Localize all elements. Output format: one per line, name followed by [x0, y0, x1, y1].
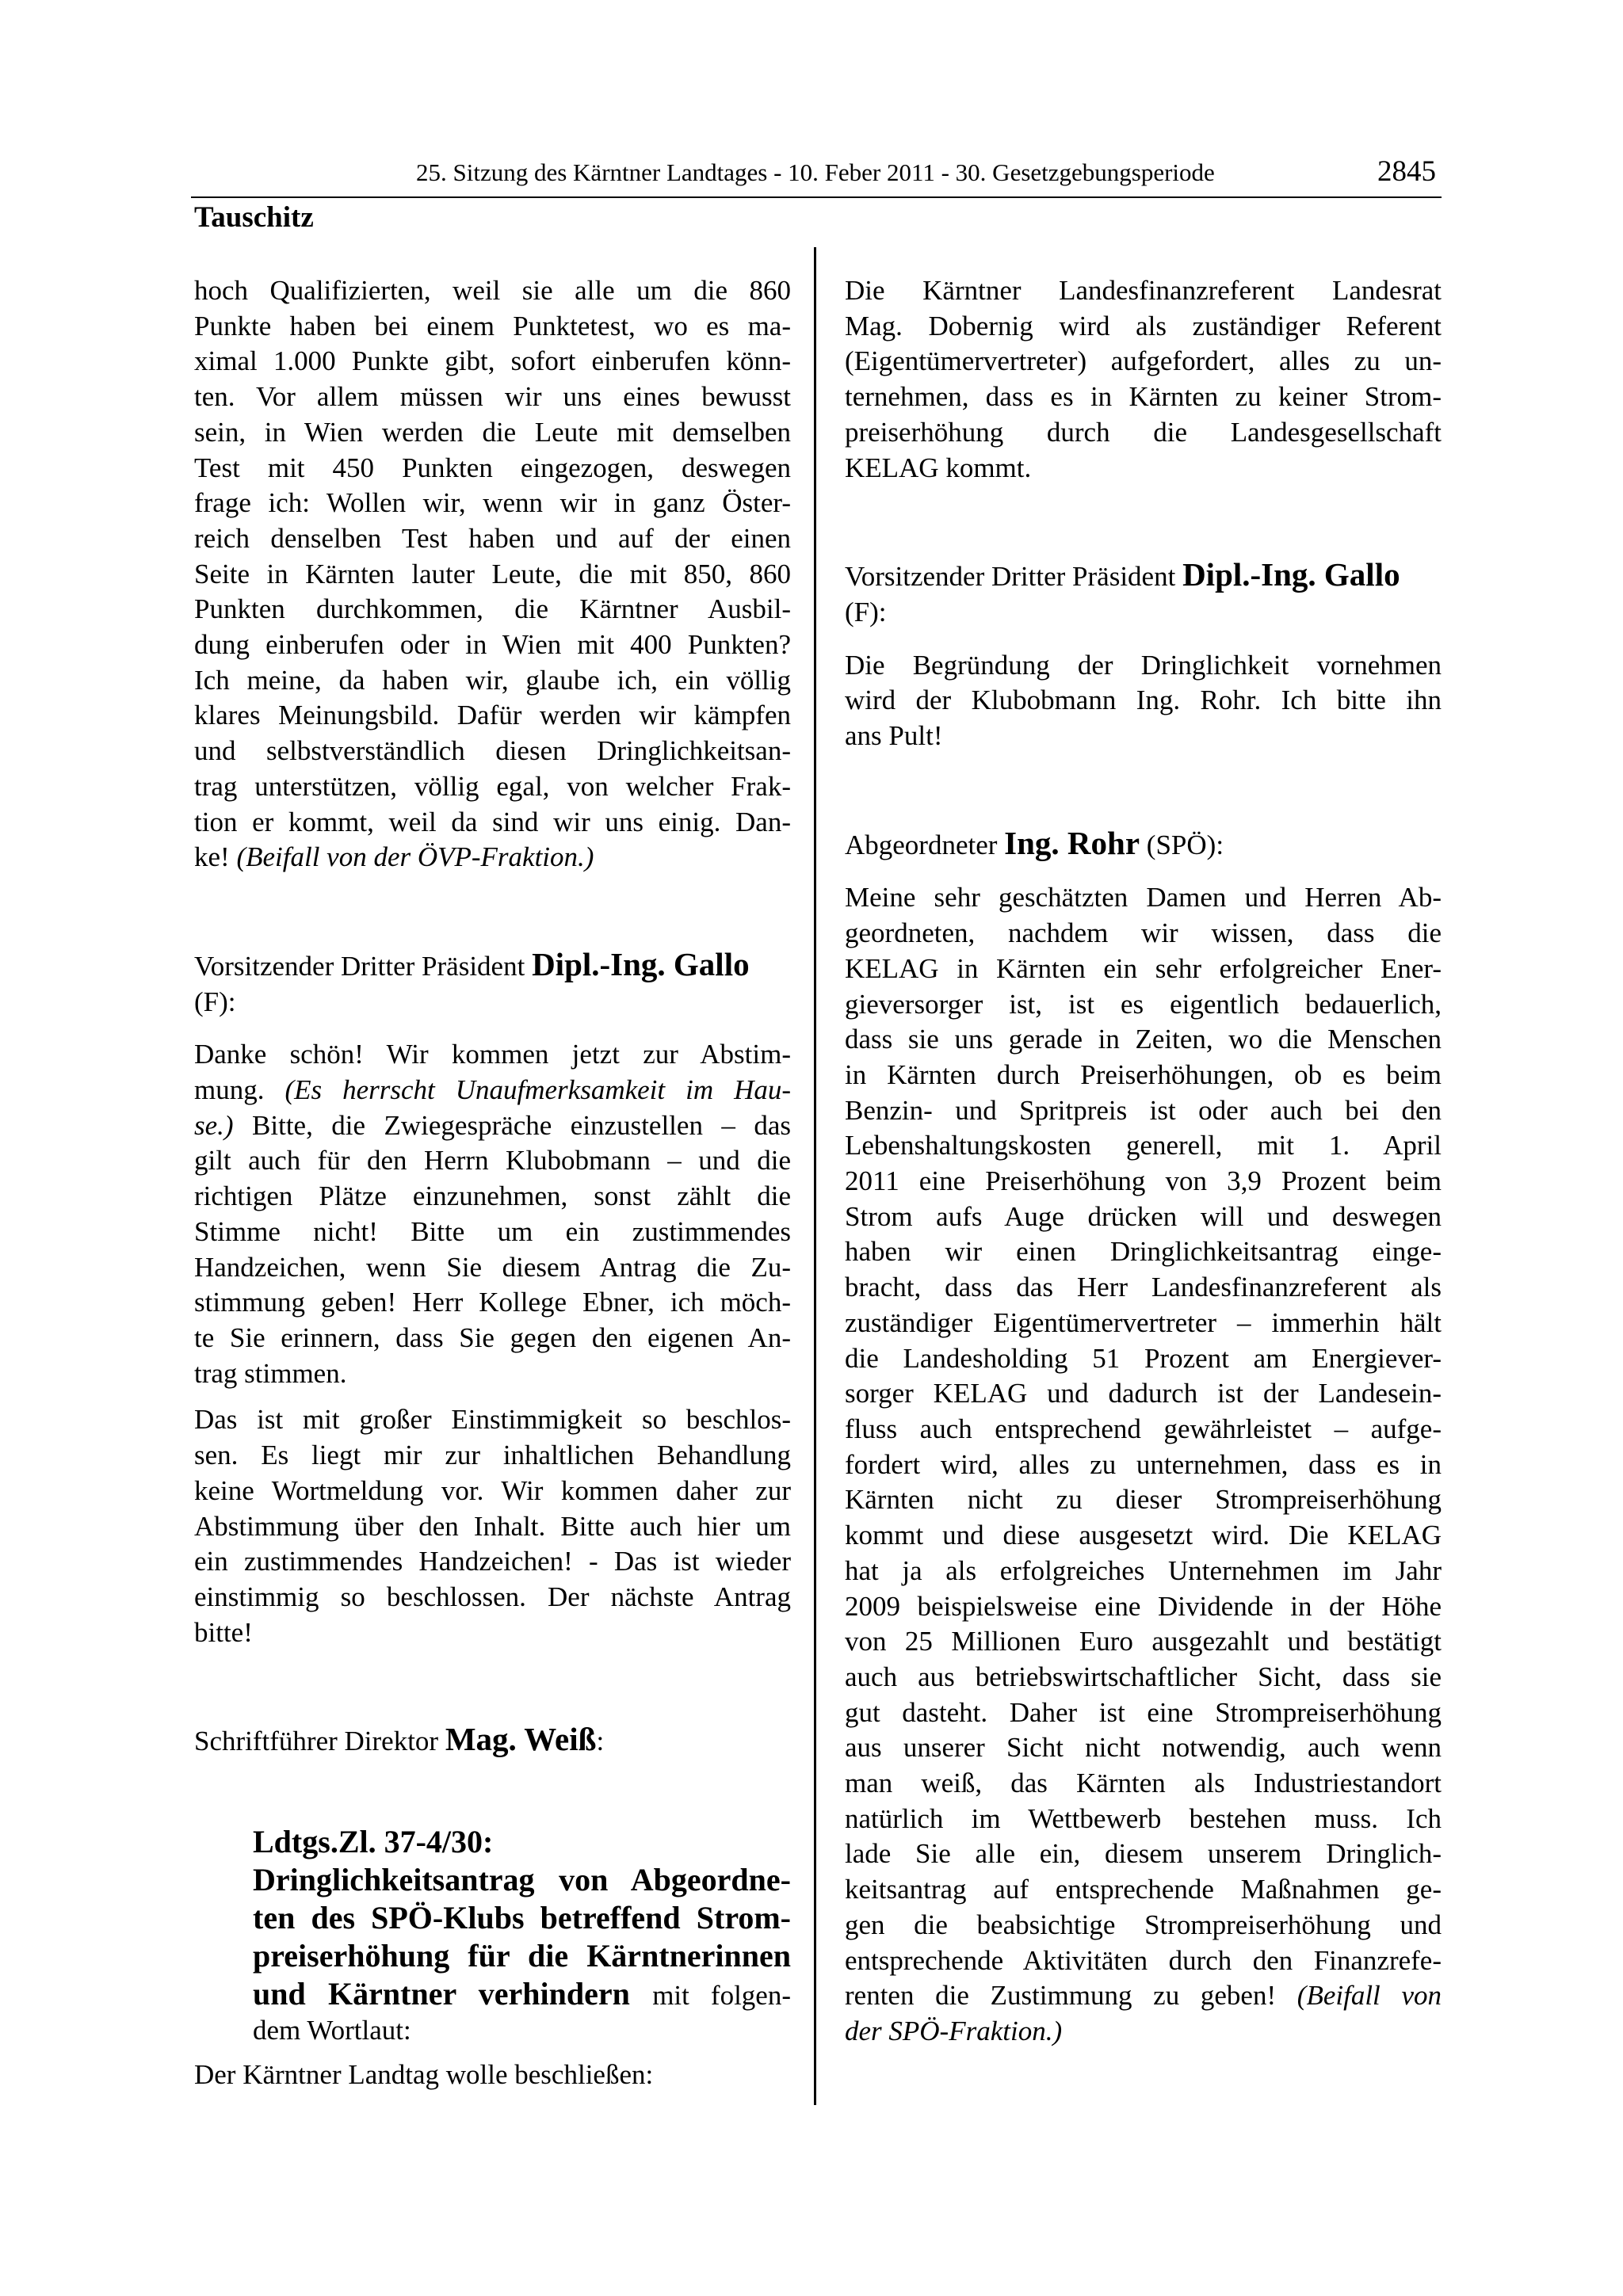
text-line: ternehmen, dass es in Kärnten zu keiner Strom- [845, 381, 1442, 413]
text-line: Das ist mit großer Einstimmigkeit so beschlos- [194, 1404, 791, 1436]
text-line: bitte! [194, 1616, 253, 1648]
text-line: fordert wird, alles zu unternehmen, dass es in [845, 1448, 1442, 1480]
text-line: aus unserer Sicht nicht notwendig, auch wenn [845, 1732, 1442, 1764]
text-line: richtigen Plätze einzunehmen, sonst zählt die [194, 1180, 791, 1212]
applause-note: (Beifall von der ÖVP-Fraktion.) [236, 841, 594, 873]
text-line: te Sie erinnern, dass Sie gegen den eigenen An- [194, 1322, 791, 1353]
text-line [194, 840, 791, 875]
text-line [253, 1975, 791, 2015]
text-line: Test mit 450 Punkten eingezogen, deswegen [194, 452, 791, 483]
speaker-role: Abgeordneter [845, 829, 998, 860]
text-line: tion er kommt, weil da sind wir uns einig. Dan- [194, 806, 791, 837]
left-paragraph-1 [194, 273, 791, 875]
resolution-intro: Der Kärntner Landtag wolle beschließen: [194, 2059, 654, 2091]
text-line: entsprechende Aktivitäten durch den Finanzrefe- [845, 1944, 1442, 1976]
speaker-role: Schriftführer Direktor [194, 1726, 439, 1757]
text-line: reich denselben Test haben und auf der einen [194, 522, 791, 554]
text-run: renten die Zustimmung zu geben! [845, 1980, 1277, 2012]
speaker-name: Ing. Rohr [1004, 824, 1140, 861]
text-line: ten. Vor allem müssen wir uns eines bewusst [194, 381, 791, 413]
text-line: dass sie uns gerade in Zeiten, wo die Menschen [845, 1024, 1442, 1055]
text-line: fluss auch entsprechend gewährleistet – aufge- [845, 1413, 1442, 1444]
column-divider [814, 247, 816, 2105]
text-line: zuständiger Eigentümervertreter – immerhin hält [845, 1306, 1442, 1338]
text-run: Bitte, die Zwiegespräche einzustellen – das [252, 1109, 792, 1141]
speaker-name: Dipl.-Ing. Gallo [1182, 556, 1400, 593]
text-line [194, 1073, 791, 1108]
text-line: Benzin- und Spritpreis ist oder auch bei den [845, 1094, 1442, 1126]
speaker-party: (F): [194, 986, 236, 1017]
text-line: sen. Es liegt mir zur inhaltlichen Behandlung [194, 1440, 791, 1471]
text-line: Kärnten nicht zu dieser Strompreiserhöhung [845, 1484, 1442, 1516]
text-line: ten des SPÖ-Klubs betreffend Strom- [253, 1900, 791, 1936]
speaker-name: Mag. Weiß [445, 1721, 597, 1758]
stage-note: (Es herrscht Unaufmerksamkeit im Hau- [285, 1074, 792, 1106]
text-line: Strom aufs Auge drücken will und deswegen [845, 1200, 1442, 1232]
text-line: Stimme nicht! Bitte um ein zustimmendes [194, 1215, 791, 1247]
text-line: 2009 beispielsweise eine Dividende in der Höhe [845, 1590, 1442, 1622]
text-line: die Landesholding 51 Prozent am Energiever- [845, 1342, 1442, 1374]
text-line: Danke schön! Wir kommen jetzt zur Abstim- [194, 1039, 791, 1070]
speaker-role: Vorsitzender Dritter Präsident [194, 950, 525, 982]
speaker-party: (SPÖ): [1146, 829, 1224, 860]
text-line: Die Kärntner Landesfinanzreferent Landesrat [845, 275, 1442, 306]
left-paragraph-2 [194, 1037, 791, 1391]
text-line: (Eigentümervertreter) aufgefordert, alles zu un- [845, 345, 1442, 377]
text-line: KELAG kommt. [845, 452, 1032, 483]
speaker-role: Vorsitzender Dritter Präsident [845, 561, 1176, 593]
motion-title [253, 1823, 791, 2046]
text-line: Punkte haben bei einem Punktetest, wo es ma- [194, 310, 791, 341]
speaker-name: Dipl.-Ing. Gallo [532, 945, 750, 982]
stage-note: se.) [194, 1109, 234, 1141]
text-line: natürlich im Wettbewerb bestehen muss. Ich [845, 1802, 1442, 1834]
running-speaker-name: Tauschitz [194, 201, 314, 234]
text-line: auch aus betriebswirtschaftlicher Sicht, dass sie [845, 1661, 1442, 1692]
speaker-heading [194, 1722, 791, 1760]
left-column [194, 273, 791, 2093]
text-line: und selbstverständlich diesen Dringlichkeitsan- [194, 735, 791, 767]
text-line: Punkten durchkommen, die Kärntner Ausbil- [194, 593, 791, 625]
text-line: stimmung geben! Herr Kollege Ebner, ich möch- [194, 1287, 791, 1318]
text-run: und Kärntner verhindern [253, 1976, 630, 2012]
text-line: wird der Klubobmann Ing. Rohr. Ich bitte ihn [845, 685, 1442, 716]
right-column [845, 273, 1442, 2050]
text-line: bracht, dass das Herr Landesfinanzreferent als [845, 1272, 1442, 1303]
speaker-heading [194, 947, 791, 985]
text-line: ans Pult! [845, 720, 943, 752]
text-line: kommt und diese ausgesetzt wird. Die KELAG [845, 1520, 1442, 1551]
text-line: trag unterstützen, völlig egal, von welcher Frak- [194, 770, 791, 802]
text-line: Handzeichen, wenn Sie diesem Antrag die Zu- [194, 1251, 791, 1283]
text-line: hat ja als erfolgreiches Unternehmen im Jahr [845, 1554, 1442, 1586]
header-rule [191, 196, 1442, 198]
text-line: ein zustimmendes Handzeichen! - Das ist wieder [194, 1546, 791, 1577]
text-line: gen die beabsichtige Strompreiserhöhung und [845, 1909, 1442, 1940]
text-line: von 25 Millionen Euro ausgezahlt und bestätigt [845, 1626, 1442, 1657]
text-line: Lebenshaltungskosten generell, mit 1. April [845, 1130, 1442, 1161]
text-run: mung. [194, 1074, 265, 1106]
text-line: KELAG in Kärnten ein sehr erfolgreicher Ener- [845, 952, 1442, 984]
applause-note: (Beifall von [1296, 1980, 1442, 2012]
text-line: dung einberufen oder in Wien mit 400 Punkten? [194, 629, 791, 661]
text-line: man weiß, das Kärnten als Industriestandort [845, 1768, 1442, 1799]
text-line: frage ich: Wollen wir, wenn wir in ganz Öster- [194, 487, 791, 519]
speaker-heading [845, 826, 1442, 864]
text-line: geordneten, nachdem wir wissen, dass die [845, 917, 1442, 949]
text-line: einstimmig so beschlossen. Der nächste Antrag [194, 1581, 791, 1612]
text-line: in Kärnten durch Preiserhöhungen, ob es beim [845, 1058, 1442, 1090]
text-line: Mag. Dobernig wird als zuständiger Referent [845, 310, 1442, 341]
text-line [845, 2014, 1442, 2050]
text-line: 2011 eine Preiserhöhung von 3,9 Prozent beim [845, 1165, 1442, 1197]
text-line: trag stimmen. [194, 1357, 347, 1389]
text-line: sorger KELAG und dadurch ist der Landesein- [845, 1378, 1442, 1409]
right-paragraph-3 [845, 880, 1442, 2049]
text-line: preiserhöhung durch die Landesgesellschaft [845, 416, 1442, 448]
text-line: hoch Qualifizierten, weil sie alle um die 860 [194, 275, 791, 306]
left-paragraph-3 [194, 1402, 791, 1650]
speaker-heading [845, 557, 1442, 595]
text-line: gut dasteht. Daher ist eine Strompreiserhöhung [845, 1696, 1442, 1728]
page-number: 2845 [1377, 155, 1436, 188]
text-line: ximal 1.000 Punkte gibt, sofort einberufen könn- [194, 345, 791, 377]
text-line: Dringlichkeitsantrag von Abgeordne- [253, 1862, 791, 1898]
text-line: sein, in Wien werden die Leute mit demselben [194, 416, 791, 448]
text-line: haben wir einen Dringlichkeitsantrag einge- [845, 1236, 1442, 1268]
right-paragraph-2 [845, 648, 1442, 754]
text-line: preiserhöhung für die Kärntnerinnen [253, 1938, 791, 1974]
speaker-party: (F): [845, 596, 887, 627]
text-line: Abstimmung über den Inhalt. Bitte auch hier um [194, 1510, 791, 1542]
text-line: Die Begründung der Dringlichkeit vornehmen [845, 649, 1442, 681]
text-line: gilt auch für den Herrn Klubobmann – und die [194, 1145, 791, 1177]
session-header: 25. Sitzung des Kärntner Landtages - 10. Feber 2011 - 30. Gesetzgebungsperiode [416, 158, 1215, 186]
text-line: keitsantrag auf entsprechende Maßnahmen ge- [845, 1874, 1442, 1905]
text-line: Meine sehr geschätzten Damen und Herren Ab- [845, 882, 1442, 913]
text-line: keine Wortmeldung vor. Wir kommen daher zur [194, 1474, 791, 1506]
text-line: dem Wortlaut: [253, 2015, 411, 2046]
text-line: Seite in Kärnten lauter Leute, die mit 850, 860 [194, 558, 791, 589]
text-line: klares Meinungsbild. Dafür werden wir kämpfen [194, 700, 791, 731]
right-paragraph-1 [845, 273, 1442, 486]
text-run: ke! [194, 841, 230, 873]
applause-note: der SPÖ-Fraktion.) [845, 2015, 1063, 2046]
text-line: Ich meine, da haben wir, glaube ich, ein völlig [194, 664, 791, 696]
text-line [194, 1108, 791, 1144]
text-run: mit folgen- [652, 1980, 791, 2012]
text-line [845, 1978, 1442, 2014]
text-run: : [596, 1726, 605, 1757]
motion-number: Ldtgs.Zl. 37-4/30: [253, 1824, 494, 1860]
text-line: gieversorger ist, ist es eigentlich bedauerlich, [845, 988, 1442, 1020]
text-line: lade Sie alle ein, diesem unserem Dringlich- [845, 1838, 1442, 1870]
